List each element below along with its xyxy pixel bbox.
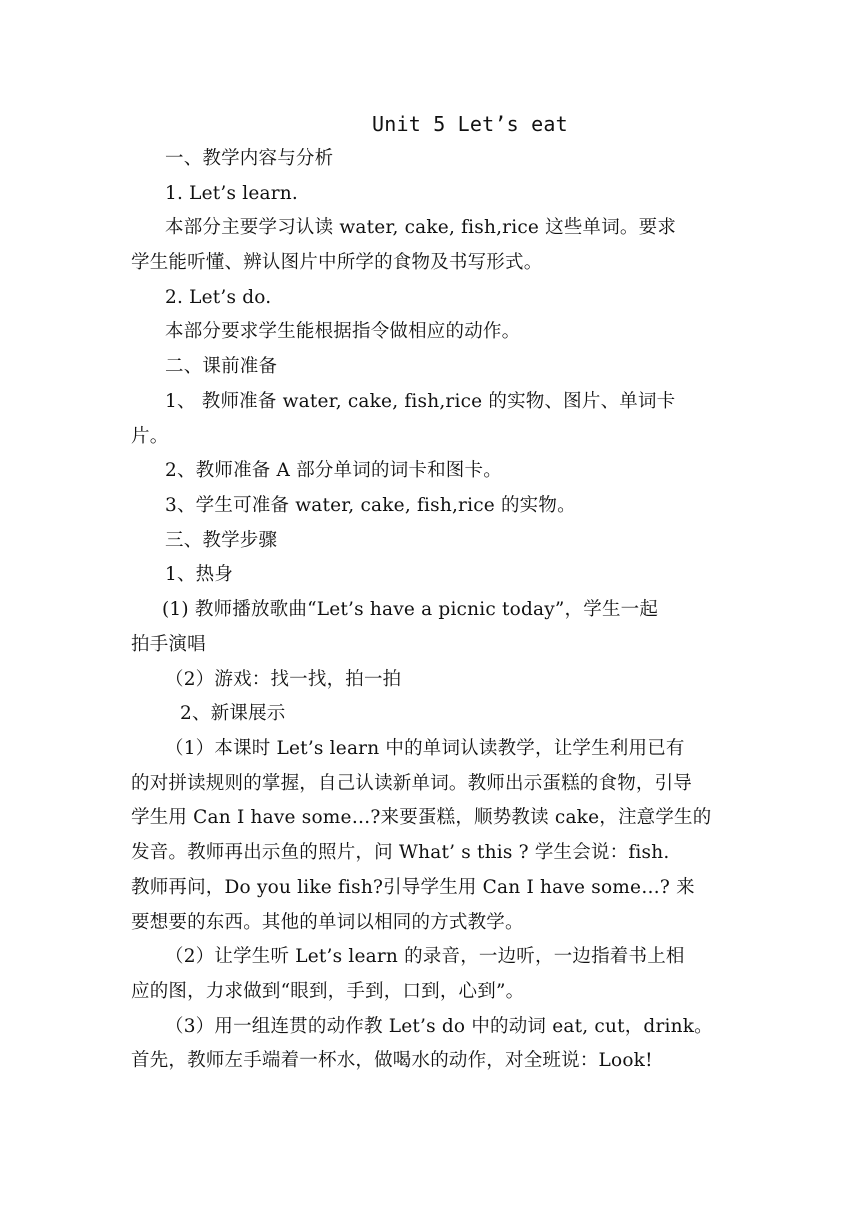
paragraph-line: 首先，教师左手端着一杯水，做喝水的动作，对全班说：Look! [131, 1050, 653, 1071]
paragraph-line: （1）本课时 Let’s learn 中的单词认读教学，让学生利用已有 [165, 738, 685, 759]
paragraph-line: （2）游戏：找一找，拍一拍 [165, 669, 402, 690]
paragraph-line: 片。 [131, 426, 169, 447]
list-item: 3、学生可准备 water, cake, fish,rice 的实物。 [165, 495, 576, 516]
paragraph-line: 应的图，力求做到“眼到，手到，口到，心到”。 [131, 981, 525, 1002]
step-heading: 2、新课展示 [180, 703, 286, 724]
paragraph-line: 学生用 Can I have some…?来要蛋糕，顺势教读 cake，注意学生的 [131, 807, 712, 828]
paragraph-line: (1) 教师播放歌曲“Let’s have a picnic today”，学生一起 [162, 599, 659, 620]
section-heading-3: 三、教学步骤 [165, 530, 278, 551]
paragraph-line: （3）用一组连贯的动作教 Let’s do 中的动词 eat, cut，drink。 [165, 1016, 713, 1037]
paragraph-line: 教师再问，Do you like fish?引导学生用 Can I have some…? 来 [131, 877, 695, 898]
paragraph-line: 本部分要求学生能根据指令做相应的动作。 [165, 321, 521, 342]
paragraph-line: （2）让学生听 Let’s learn 的录音，一边听，一边指着书上相 [165, 946, 685, 967]
paragraph-line: 学生能听懂、辨认图片中所学的食物及书写形式。 [131, 252, 543, 273]
list-item: 1、 教师准备 water, cake, fish,rice 的实物、图片、单词卡 [165, 391, 676, 412]
section-heading-1: 一、教学内容与分析 [165, 148, 334, 169]
step-heading: 1、热身 [165, 564, 234, 585]
paragraph-line: 发音。教师再出示鱼的照片，问 What’ s this ? 学生会说：fish. [131, 842, 670, 863]
section-heading-2: 二、课前准备 [165, 356, 278, 377]
paragraph-line: 的对拼读规则的掌握，自己认读新单词。教师出示蛋糕的食物，引导 [131, 773, 693, 794]
subheading-lets-do: 2. Let’s do. [165, 287, 272, 308]
document-title: Unit 5 Let’s eat [372, 112, 568, 136]
paragraph-line: 要想要的东西。其他的单词以相同的方式教学。 [131, 912, 524, 933]
paragraph-line: 拍手演唱 [131, 634, 206, 655]
list-item: 2、教师准备 A 部分单词的词卡和图卡。 [165, 460, 502, 481]
subheading-lets-learn: 1. Let’s learn. [165, 183, 298, 204]
paragraph-line: 本部分主要学习认读 water, cake, fish,rice 这些单词。要求 [165, 217, 677, 238]
